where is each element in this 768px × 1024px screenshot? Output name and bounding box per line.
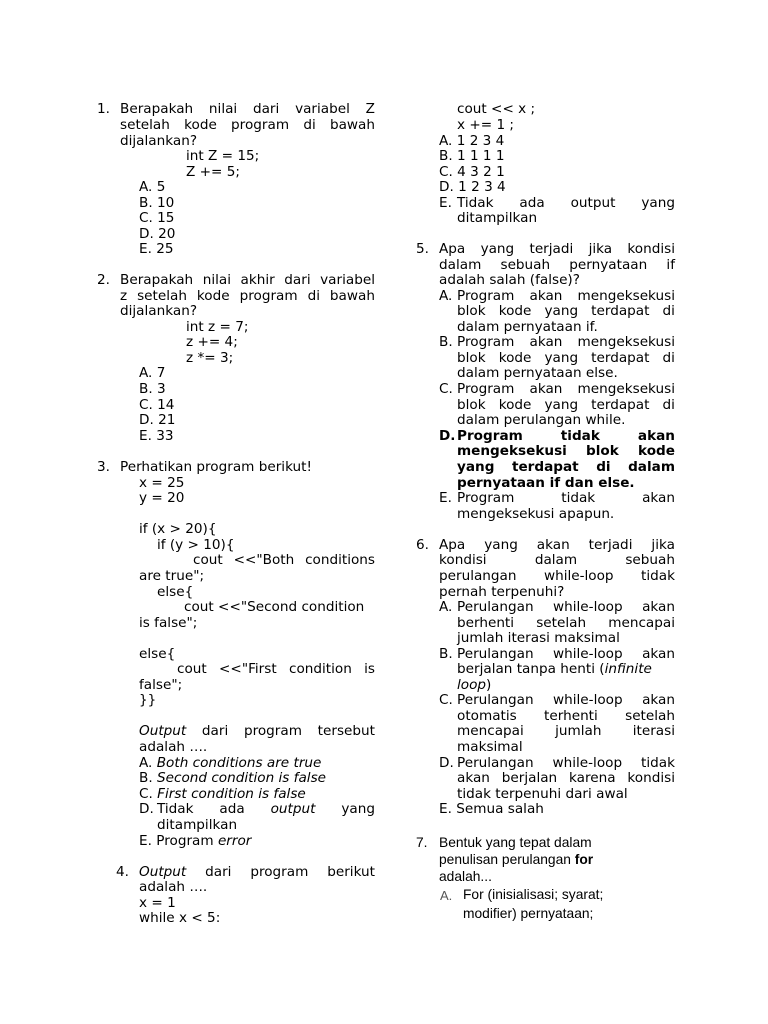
question-number: 5. [416, 241, 429, 257]
option-d: D. 1 2 3 4 [439, 179, 506, 195]
option-a: A. 7 [139, 365, 166, 381]
option-e: E. 33 [139, 428, 174, 444]
code-line: cout << x ; [457, 101, 536, 117]
code-line: if (y > 10){ [157, 537, 235, 553]
question-text-line: Berapakah nilai akhir dari variabel [120, 272, 375, 288]
question-number: 1. [97, 101, 110, 117]
option-text-line: pernyataan if dan else. [457, 475, 635, 491]
question-number: 4. [116, 864, 129, 880]
question-text-line: adalah... [439, 869, 492, 884]
code-line: false"; [139, 677, 183, 693]
option-letter: D. [439, 428, 456, 444]
code-line: cout <<"Both conditions [193, 552, 375, 568]
question-text-line: perulangan while-loop tidak [439, 568, 675, 584]
option-text-line: Perulangan while-loop akan [457, 692, 675, 708]
code-line: if (x > 20){ [139, 521, 217, 537]
option-text-line: maksimal [457, 739, 523, 755]
option-letter: A. [439, 599, 453, 615]
option-text-line: dalam pernyataan else. [457, 365, 618, 381]
question-text-line: penulisan perulangan for [439, 852, 594, 867]
option-a: A. 5 [139, 179, 166, 195]
option-text-line: Perulangan while-loop akan [457, 599, 675, 615]
question-text-line: dijalankan? [120, 133, 198, 149]
option-e: E. Semua salah [439, 801, 544, 817]
code-line: are true"; [139, 568, 205, 584]
question-number: 6. [416, 537, 429, 553]
option-text-line: mengeksekusi apapun. [457, 506, 615, 522]
question-text-line: Output dari program tersebut [139, 723, 375, 739]
option-a: For (inisialisasi; syarat; [463, 887, 604, 902]
code-line: else{ [139, 646, 176, 662]
option-d: Tidak ada output yang [157, 801, 375, 817]
option-text-line: jumlah iterasi maksimal [457, 630, 620, 646]
option-text-line: blok kode yang terdapat di [457, 397, 675, 413]
option-c: C. 15 [139, 210, 175, 226]
option-e: E. Program error [139, 833, 252, 849]
question-number: 7. [416, 835, 428, 850]
option-a: A. Both conditions are true [139, 755, 322, 771]
option-c: C. 4 3 2 1 [439, 164, 505, 180]
option-b: B. 1 1 1 1 [439, 148, 505, 164]
option-letter: A. [440, 888, 453, 903]
option-text-line: berhenti setelah mencapai [457, 615, 675, 631]
question-text-line: Apa yang terjadi jika kondisi [439, 241, 675, 257]
question-text-line: Perhatikan program berikut! [120, 459, 312, 475]
option-e: Tidak ada output yang [457, 195, 675, 211]
option-text-line: loop) [457, 677, 492, 693]
code-line: z += 4; [186, 334, 238, 350]
option-b: B. 3 [139, 381, 166, 397]
option-text-line: berjalan tanpa henti (infinite [457, 661, 652, 677]
option-c: C. 14 [139, 397, 175, 413]
code-line: y = 20 [139, 490, 185, 506]
option-text-line: yang terdapat di dalam [457, 459, 675, 475]
option-text-line: Perulangan while-loop tidak [457, 755, 675, 771]
option-text-line: Program akan mengeksekusi [457, 334, 675, 350]
option-text-line: akan berjalan karena kondisi [457, 770, 675, 786]
option-text-line: mengeksekusi blok kode [457, 443, 675, 459]
question-text-line: z setelah kode program di bawah [120, 288, 375, 304]
question-text-line: pernah terpenuhi? [439, 584, 565, 600]
option-c: C. First condition is false [139, 786, 306, 802]
option-letter: A. [439, 288, 453, 304]
option-letter: C. [439, 692, 453, 708]
code-line: x = 25 [139, 475, 185, 491]
question-number: 3. [97, 459, 110, 475]
code-line: int z = 7; [186, 319, 249, 335]
code-line: Z += 5; [186, 164, 240, 180]
question-text-line: Output dari program berikut [139, 864, 375, 880]
option-a-cont: modifier) pernyataan; [463, 906, 594, 921]
question-text-line: adalah salah (false)? [439, 272, 580, 288]
option-e: E. 25 [139, 241, 174, 257]
code-line: is false"; [139, 615, 198, 631]
option-e-cont: ditampilkan [457, 210, 538, 226]
option-d: D. 21 [139, 412, 176, 428]
question-text-line: Apa yang akan terjadi jika [439, 537, 675, 553]
option-d: D. 20 [139, 226, 176, 242]
option-text-line: Program tidak akan [457, 490, 675, 506]
code-line: cout <<"First condition is [177, 661, 375, 677]
question-text-line: adalah …. [139, 739, 208, 755]
code-line: }} [139, 692, 157, 708]
question-text-line: Bentuk yang tepat dalam [439, 835, 592, 850]
option-text-line: Perulangan while-loop akan [457, 646, 675, 662]
option-text-line: dalam pernyataan if. [457, 319, 598, 335]
code-line: cout <<"Second condition [184, 599, 365, 615]
option-text-line: tidak terpenuhi dari awal [457, 786, 628, 802]
question-text-line: adalah …. [139, 879, 208, 895]
question-number: 2. [97, 272, 110, 288]
option-text-line: blok kode yang terdapat di [457, 350, 675, 366]
option-letter: B. [439, 646, 453, 662]
option-letter: D. [439, 755, 454, 771]
code-line: z *= 3; [186, 350, 234, 366]
code-line: int Z = 15; [186, 148, 260, 164]
option-e-letter: E. [439, 195, 452, 211]
option-text-line: mencapai jumlah iterasi [457, 723, 675, 739]
option-a: A. 1 2 3 4 [439, 133, 505, 149]
code-line: x += 1 ; [457, 117, 515, 133]
question-text-line: dalam sebuah pernyataan if [439, 257, 675, 273]
question-text-line: dijalankan? [120, 303, 198, 319]
option-text-line: dalam perulangan while. [457, 412, 626, 428]
code-line: else{ [157, 584, 194, 600]
option-text-line: otomatis terhenti setelah [457, 708, 675, 724]
option-b: B. Second condition is false [139, 770, 327, 786]
option-text-line: Program akan mengeksekusi [457, 288, 675, 304]
question-text-line: kondisi dalam sebuah [439, 552, 675, 568]
option-letter: B. [439, 334, 453, 350]
option-d-letter: D. [139, 801, 154, 817]
option-b: B. 10 [139, 195, 175, 211]
code-line: x = 1 [139, 895, 176, 911]
code-line: while x < 5: [139, 910, 221, 926]
option-text-line: Program tidak akan [457, 428, 675, 444]
option-text-line: Program akan mengeksekusi [457, 381, 675, 397]
option-text-line: blok kode yang terdapat di [457, 303, 675, 319]
option-letter: E. [439, 490, 452, 506]
option-letter: C. [439, 381, 453, 397]
question-text-line: setelah kode program di bawah [120, 117, 375, 133]
option-d-cont: ditampilkan [157, 817, 238, 833]
question-text-line: Berapakah nilai dari variabel Z [120, 101, 375, 117]
